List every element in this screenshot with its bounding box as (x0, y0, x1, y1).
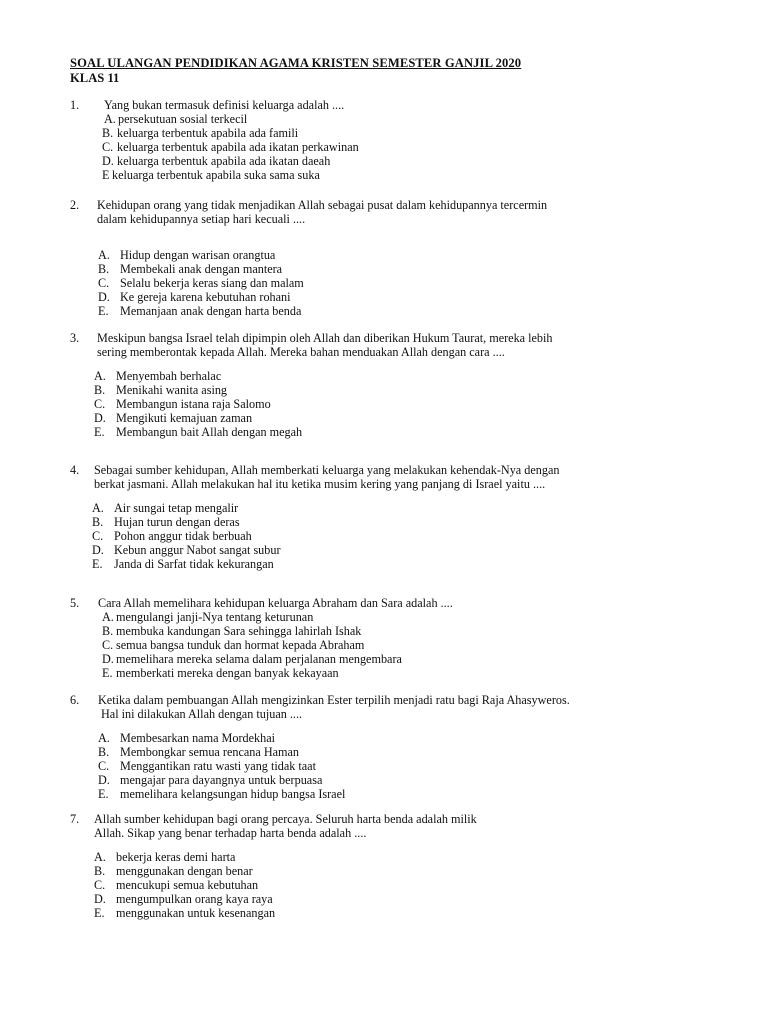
option-text: keluarga terbentuk apabila ada ikatan perkawinan (117, 140, 359, 154)
option-b (92, 515, 710, 529)
option-letter: D. (98, 290, 110, 304)
question-text: Ketika dalam pembuangan Allah mengizinkan Ester terpilih menjadi ratu bagi Raja Ahasyweros. (98, 693, 570, 707)
question-text: Meskipun bangsa Israel telah dipimpin oleh Allah dan diberikan Hukum Taurat, mereka lebih (97, 331, 553, 345)
question-text: Yang bukan termasuk definisi keluarga adalah .... (104, 98, 345, 112)
option-letter: C. (102, 638, 114, 652)
option-e (92, 557, 710, 571)
option-letter: E. (94, 906, 105, 920)
question-text: Allah sumber kehidupan bagi orang percaya. Seluruh harta benda adalah milik (94, 812, 477, 826)
option-text: Membongkar semua rencana Haman (120, 745, 300, 759)
option-e (94, 906, 710, 920)
option-d (92, 543, 710, 557)
option-text: Membangun bait Allah dengan megah (116, 425, 303, 439)
option-e (94, 425, 710, 439)
option-b (102, 126, 710, 140)
option-letter: E. (92, 557, 103, 571)
option-c (92, 529, 710, 543)
question-text: berkat jasmani. Allah melakukan hal itu ketika musim kering yang panjang di Israel yaitu .... (94, 477, 546, 491)
question-5 (70, 596, 710, 680)
question-number: 2. (70, 198, 80, 212)
option-letter: D. (94, 892, 106, 906)
option-c (102, 140, 710, 154)
option-text: Janda di Sarfat tidak kekurangan (114, 557, 274, 571)
option-b (98, 262, 710, 276)
option-text: mencukupi semua kebutuhan (116, 878, 259, 892)
option-letter: E. (102, 666, 113, 680)
option-letter: D. (102, 652, 114, 666)
option-text: mengulangi janji-Nya tentang keturunan (116, 610, 314, 624)
option-letter: A. (102, 610, 114, 624)
option-c (98, 759, 710, 773)
option-letter: A. (94, 850, 106, 864)
question-text: Cara Allah memelihara kehidupan keluarga Abraham dan Sara adalah .... (98, 596, 453, 610)
question-text: Sebagai sumber kehidupan, Allah memberkati keluarga yang melakukan kehendak-Nya dengan (94, 463, 560, 477)
option-letter: C. (98, 276, 110, 290)
option-letter: A. (98, 731, 110, 745)
option-e (102, 168, 710, 182)
question-7 (70, 812, 710, 920)
option-text: mengajar para dayangnya untuk berpuasa (120, 773, 323, 787)
option-letter: A. (94, 369, 106, 383)
question-number: 4. (70, 463, 80, 477)
option-text: Membesarkan nama Mordekhai (120, 731, 275, 745)
option-letter: D. (92, 543, 104, 557)
exam-title: SOAL ULANGAN PENDIDIKAN AGAMA KRISTEN SEMESTER GANJIL 2020 (70, 56, 522, 70)
option-b (98, 745, 710, 759)
option-b (94, 864, 710, 878)
option-letter: C. (98, 759, 110, 773)
option-letter: D. (102, 154, 114, 168)
question-number: 1. (70, 98, 80, 112)
option-letter: D. (94, 411, 106, 425)
option-text: Memanjaan anak dengan harta benda (120, 304, 302, 318)
option-text: memelihara kelangsungan hidup bangsa Israel (120, 787, 346, 801)
option-b (102, 624, 710, 638)
option-a (94, 850, 710, 864)
option-e (102, 666, 710, 680)
option-text: bekerja keras demi harta (116, 850, 236, 864)
option-text: menggunakan dengan benar (116, 864, 253, 878)
option-letter: B. (92, 515, 104, 529)
option-a (98, 731, 710, 745)
option-text: persekutuan sosial terkecil (118, 112, 248, 126)
option-letter: B. (94, 383, 106, 397)
option-text: Menggantikan ratu wasti yang tidak taat (120, 759, 316, 773)
option-text: Pohon anggur tidak berbuah (114, 529, 252, 543)
option-letter: D. (98, 773, 110, 787)
option-a (94, 369, 710, 383)
option-letter: E. (98, 787, 109, 801)
option-letter: C. (94, 878, 106, 892)
option-d (98, 290, 710, 304)
option-c (98, 276, 710, 290)
option-text: Hujan turun dengan deras (114, 515, 240, 529)
question-number: 6. (70, 693, 80, 707)
option-d (102, 154, 710, 168)
question-1 (70, 98, 710, 182)
option-e (98, 304, 710, 318)
option-text: semua bangsa tunduk dan hormat kepada Abraham (116, 638, 365, 652)
option-text: Ke gereja karena kebutuhan rohani (120, 290, 291, 304)
option-c (102, 638, 710, 652)
option-letter: B. (102, 126, 114, 140)
option-text: membuka kandungan Sara sehingga lahirlah Ishak (116, 624, 362, 638)
option-a (102, 610, 710, 624)
option-text: Mengikuti kemajuan zaman (116, 411, 253, 425)
option-c (94, 397, 710, 411)
question-text: Hal ini dilakukan Allah dengan tujuan .... (101, 707, 303, 721)
option-a (92, 501, 710, 515)
option-a (102, 112, 710, 126)
option-d (102, 652, 710, 666)
question-2 (70, 198, 710, 318)
option-letter: B. (98, 262, 110, 276)
class-label: KLAS 11 (70, 71, 120, 85)
option-text: Membekali anak dengan mantera (120, 262, 283, 276)
option-text: keluarga terbentuk apabila ada famili (117, 126, 299, 140)
option-d (94, 411, 710, 425)
option-d (98, 773, 710, 787)
question-number: 3. (70, 331, 80, 345)
option-text: Menikahi wanita asing (116, 383, 228, 397)
option-text: Air sungai tetap mengalir (114, 501, 239, 515)
question-3 (70, 331, 710, 439)
question-number: 5. (70, 596, 80, 610)
option-letter: A. (98, 248, 110, 262)
question-text: sering memberontak kepada Allah. Mereka bahan menduakan Allah dengan cara .... (97, 345, 505, 359)
option-b (94, 383, 710, 397)
option-text: keluarga terbentuk apabila suka sama suka (112, 168, 320, 182)
option-d (94, 892, 710, 906)
option-letter: B. (94, 864, 106, 878)
option-letter: E. (98, 304, 109, 318)
option-letter: E (102, 168, 110, 182)
option-letter: C. (92, 529, 104, 543)
option-text: memelihara mereka selama dalam perjalanan mengembara (116, 652, 402, 666)
option-letter: A. (92, 501, 104, 515)
question-number: 7. (70, 812, 80, 826)
option-letter: C. (94, 397, 106, 411)
option-text: Hidup dengan warisan orangtua (120, 248, 276, 262)
option-text: Menyembah berhalac (116, 369, 222, 383)
question-text: dalam kehidupannya setiap hari kecuali .... (97, 212, 306, 226)
option-letter: B. (102, 624, 114, 638)
option-text: Selalu bekerja keras siang dan malam (120, 276, 304, 290)
option-text: keluarga terbentuk apabila ada ikatan daeah (117, 154, 331, 168)
option-text: memberkati mereka dengan banyak kekayaan (116, 666, 339, 680)
option-text: Kebun anggur Nabot sangat subur (114, 543, 281, 557)
option-letter: C. (102, 140, 114, 154)
option-a (98, 248, 710, 262)
question-6 (70, 693, 710, 801)
question-text: Kehidupan orang yang tidak menjadikan Allah sebagai pusat dalam kehidupannya tercermin (97, 198, 548, 212)
option-e (98, 787, 710, 801)
option-text: mengumpulkan orang kaya raya (116, 892, 273, 906)
question-4 (70, 463, 710, 571)
option-letter: E. (94, 425, 105, 439)
option-text: menggunakan untuk kesenangan (116, 906, 276, 920)
question-text: Allah. Sikap yang benar terhadap harta benda adalah .... (94, 826, 367, 840)
option-letter: A. (104, 112, 116, 126)
option-letter: B. (98, 745, 110, 759)
option-text: Membangun istana raja Salomo (116, 397, 271, 411)
option-c (94, 878, 710, 892)
